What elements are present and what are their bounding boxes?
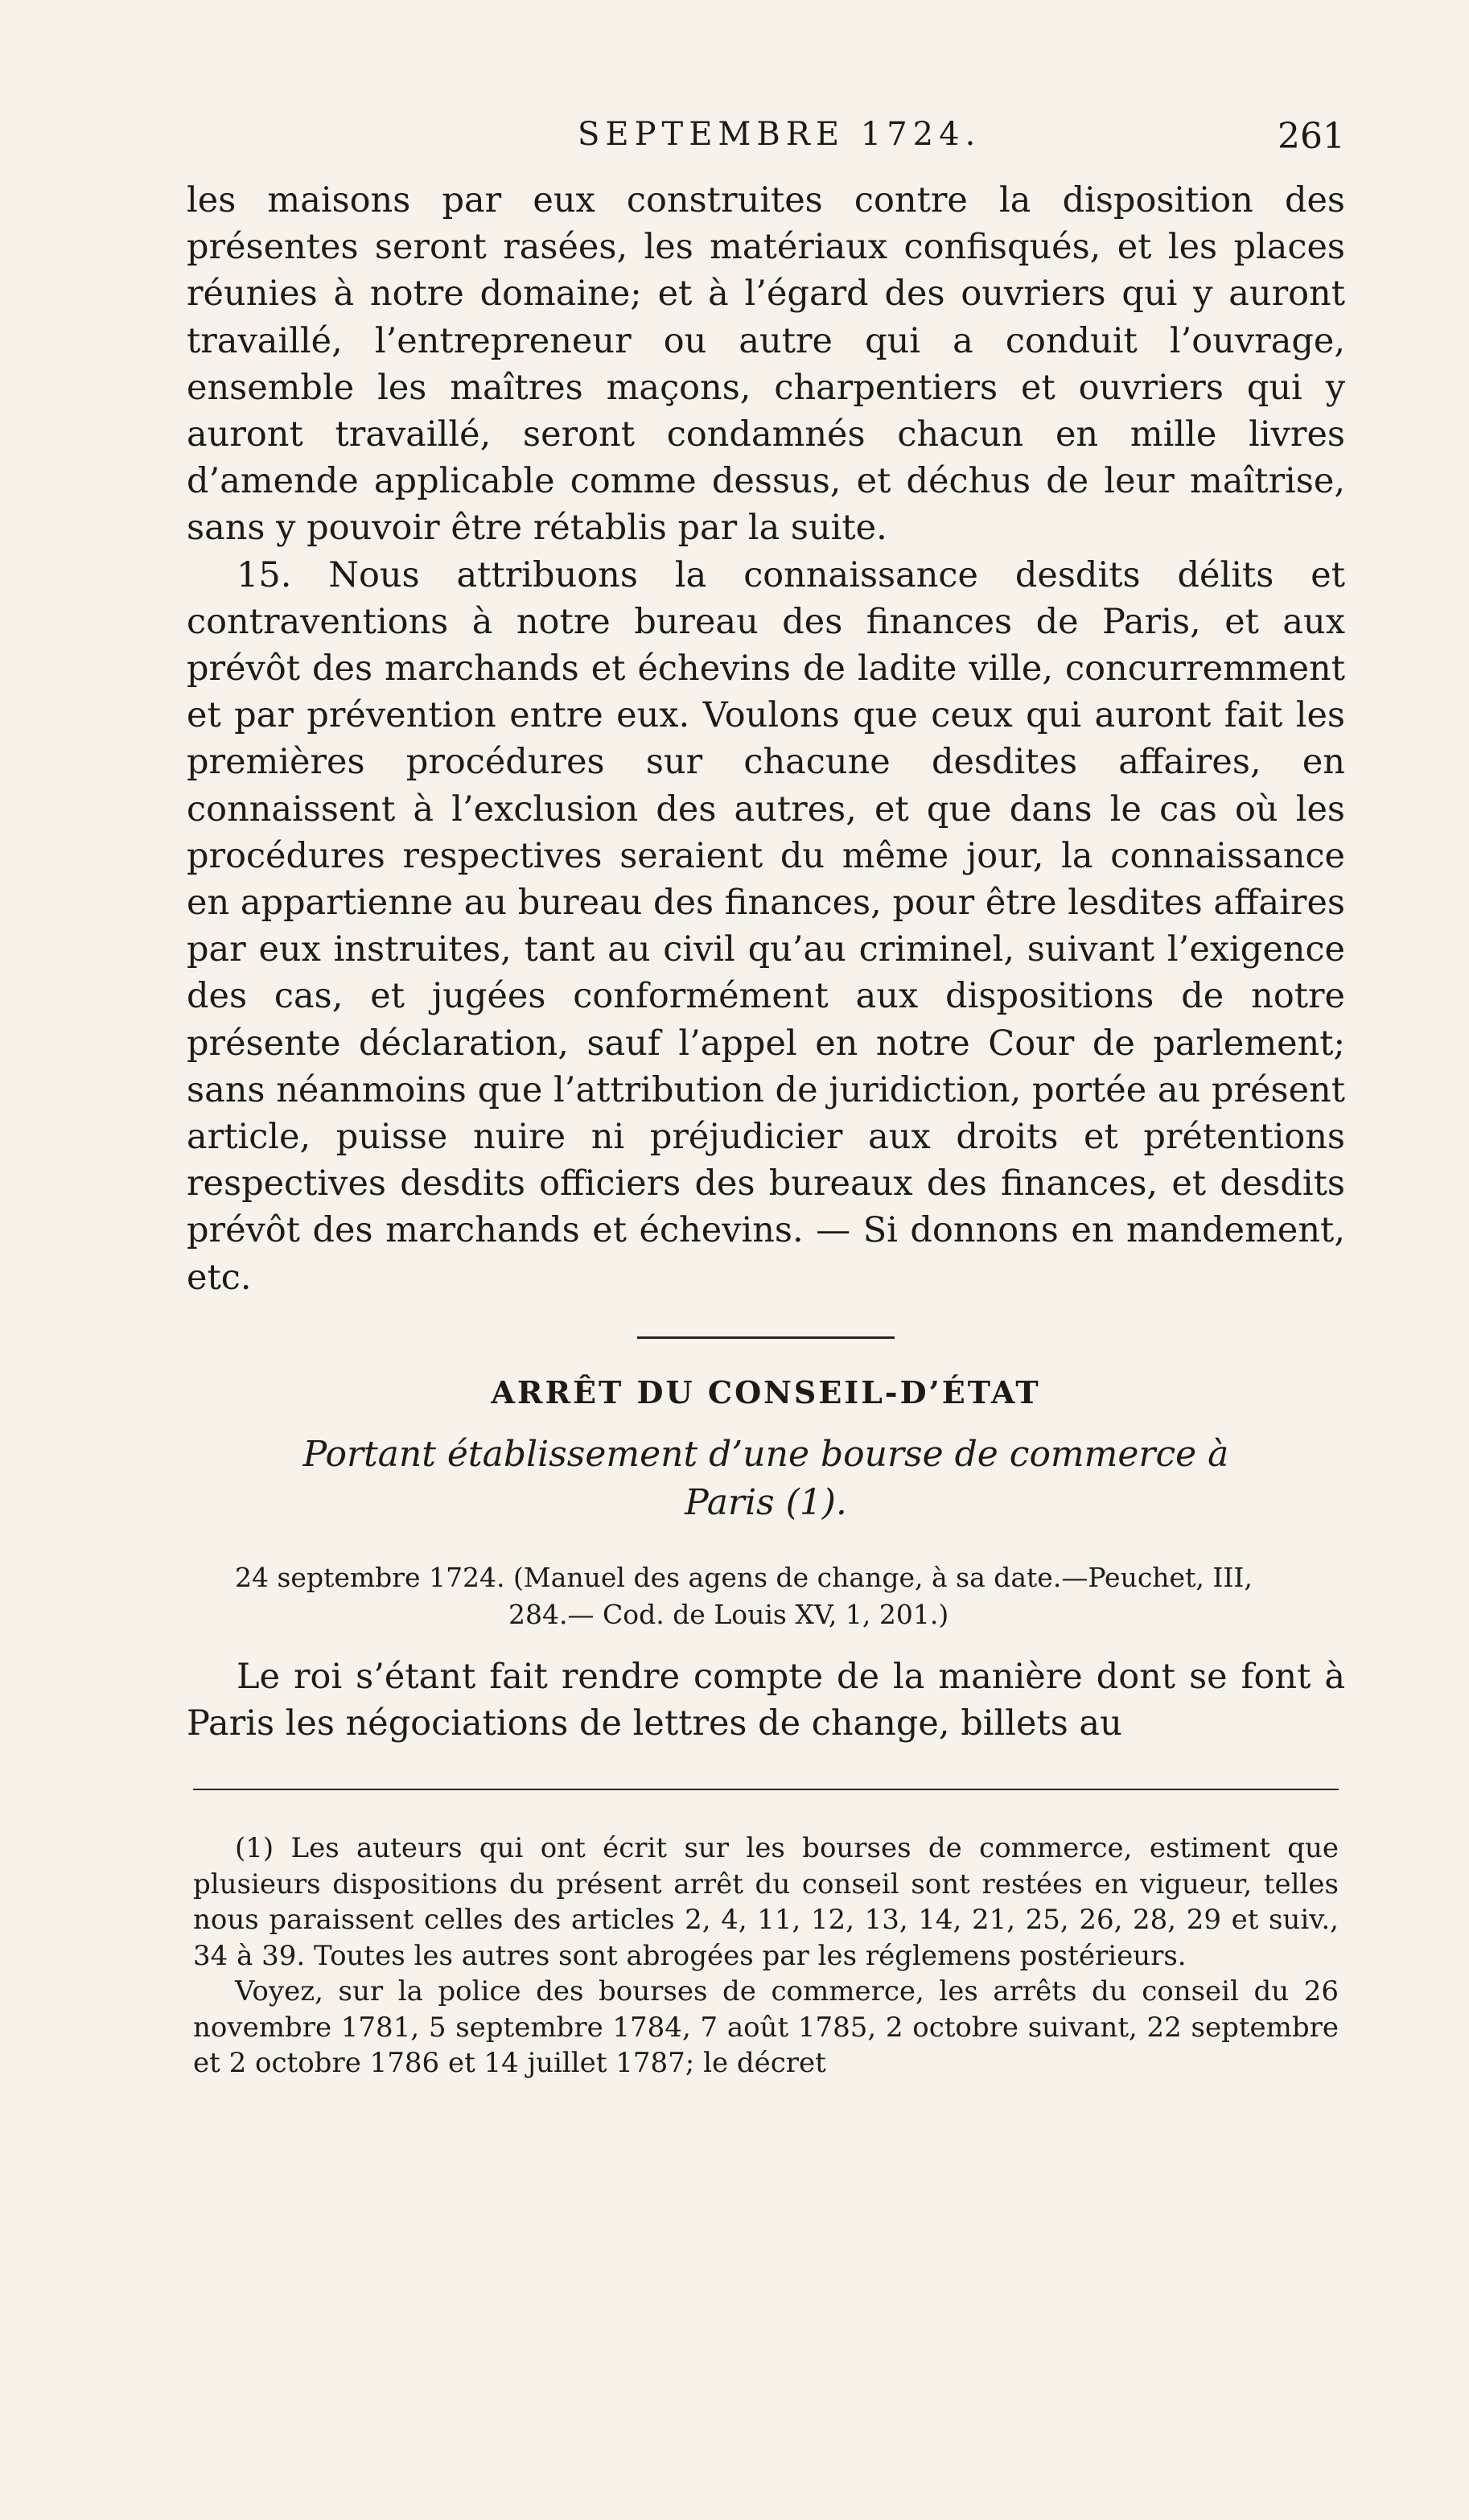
footnotes xyxy=(193,1830,1339,2081)
section-subtitle xyxy=(187,1431,1345,1527)
page-header xyxy=(187,116,1345,161)
citation-line-2: 284.— Cod. de Louis XV, 1, 201.) xyxy=(508,1599,949,1630)
footnote-1-continued: Voyez, sur la police des bourses de commerce, les arrêts du conseil du 26 novembre 1781, 5 septembre 1784, 7 août 1785, 2 octobre suivant, 22 septembre et 2 octobre 1786 et 14 juillet 1787; le décret xyxy=(193,1975,1339,2079)
subtitle-line-2: Paris (1). xyxy=(685,1482,847,1523)
section-title: ARRÊT DU CONSEIL-D’ÉTAT xyxy=(491,1374,1041,1410)
arret-opening-paragraph: Le roi s’étant fait rendre compte de la manière dont se font à Paris les négociations de lettres de change, billets au xyxy=(187,1657,1345,1744)
source-citation xyxy=(235,1559,1345,1633)
footnote-1: (1) Les auteurs qui ont écrit sur les bourses de commerce, estiment que plusieurs dispositions du présent arrêt du conseil sont restées en vigueur, telles nous paraissent celles des articles 2, 4, 11, 12, 13, 14, 21, 25, 26, 28, 29 et suiv., 34 à 39. Toutes les autres sont abrogées par les réglemens postérieurs. xyxy=(193,1832,1339,1972)
section-divider xyxy=(637,1336,895,1339)
article-15-paragraph: 15. Nous attribuons la connaissance desdits délits et contraventions à notre bureau des finances de Paris, et aux prévôt des marchands et échevins de ladite ville, concurremment et par prévention entre eux. Voulons que ceux qui auront fait les premières procédures sur chacune desdites affaires, en connaissent à l’exclusion des autres, et que dans le cas où les procédures respectives seraient du même jour, la connaissance en appartienne au bureau des finances, pour être lesdites affaires par eux instruites, tant au civil qu’au criminel, suivant l’exigence des cas, et jugées conformément aux dispositions de notre présente déclaration, sauf l’appel en notre Cour de parlement; sans néanmoins que l’attribution de juridiction, portée au présent article, puisse nuire ni préjudicier aux droits et prétentions respectives desdits officiers des bureaux des finances, et desdits prévôt des marchands et échevins. — Si donnons en mandement, etc. xyxy=(187,554,1345,1298)
running-title: SEPTEMBRE 1724. xyxy=(578,116,981,153)
footnote-rule xyxy=(193,1789,1339,1790)
arret-text xyxy=(187,1653,1345,1747)
page-number: 261 xyxy=(1278,116,1345,157)
citation-line-1: 24 septembre 1724. (Manuel des agens de change, à sa date.—Peuchet, III, xyxy=(235,1562,1253,1593)
paragraph-continuation: les maisons par eux construites contre la disposition des présentes seront rasées, les matériaux confisqués, et les places réunies à notre domaine; et à l’égard des ouvriers qui y auront travaillé, l’entrepreneur ou autre qui a conduit l’ouvrage, ensemble les maîtres maçons, charpentiers et ouvriers qui y auront travaillé, seront condamnés chacun en mille livres d’amende applicable comme dessus, et déchus de leur maîtrise, sans y pouvoir être rétablis par la suite. xyxy=(187,180,1345,549)
subtitle-line-1: Portant établissement d’une bourse de commerce à xyxy=(302,1434,1229,1475)
main-text xyxy=(187,177,1345,1301)
